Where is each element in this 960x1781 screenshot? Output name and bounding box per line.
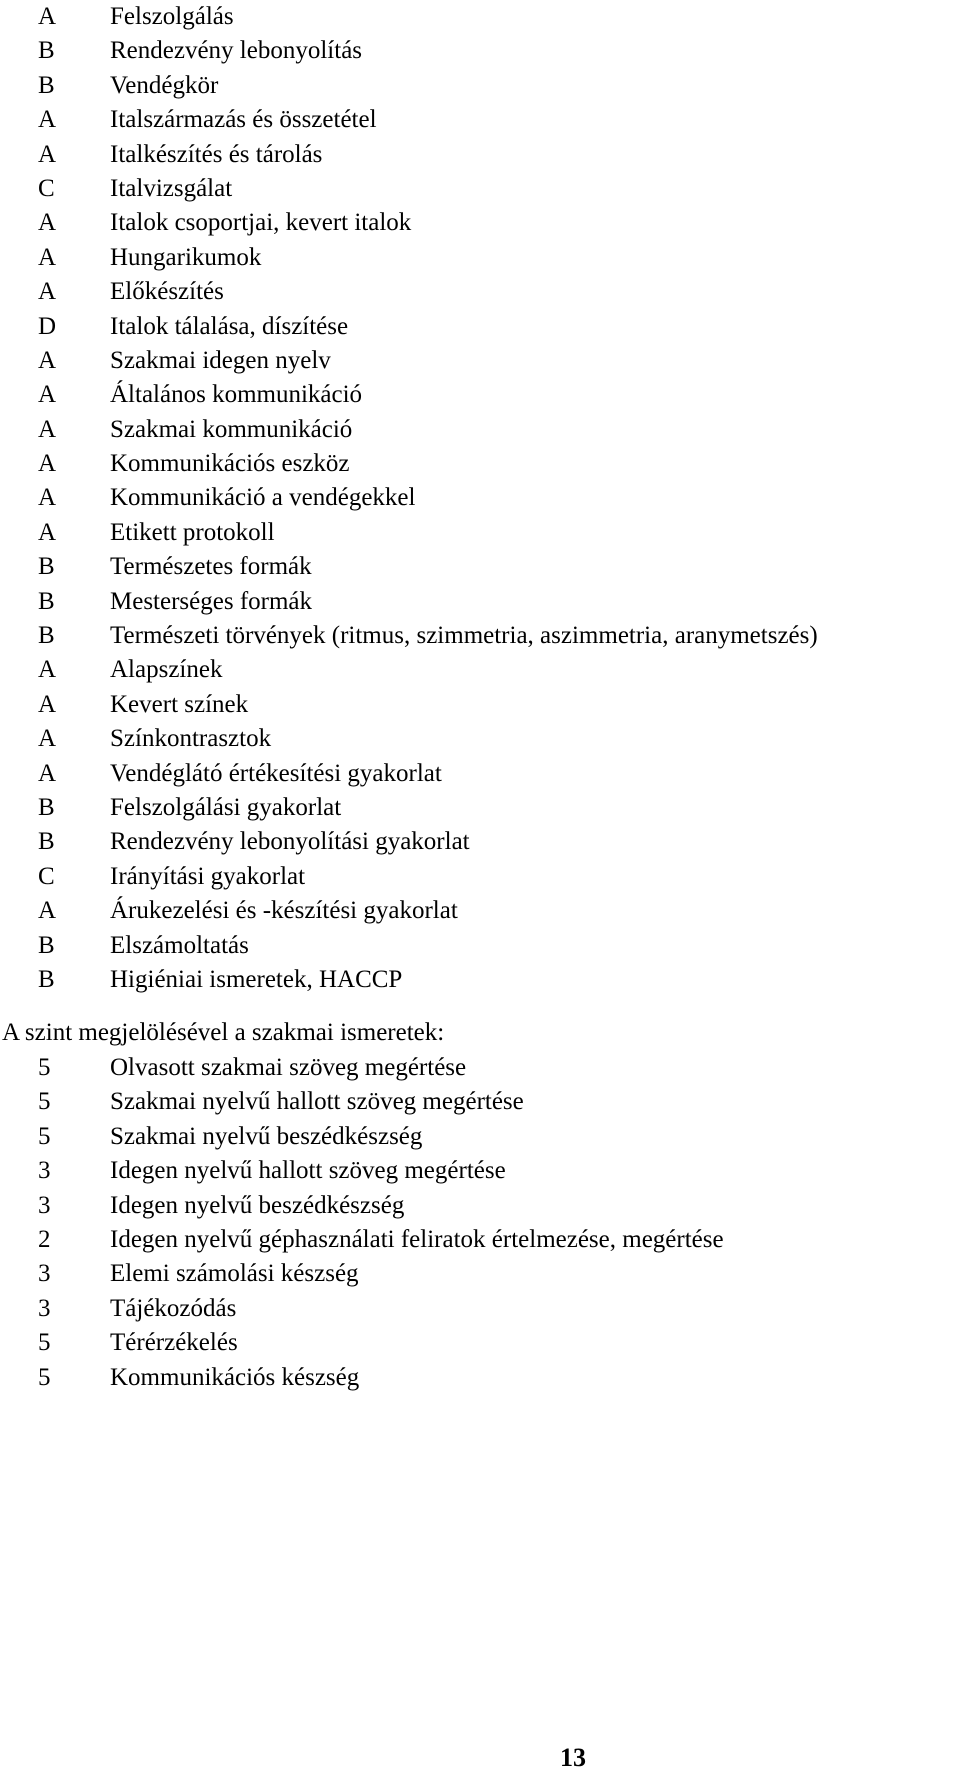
item-text: Italszármazás és összetétel [110, 106, 377, 134]
list-item [38, 894, 938, 928]
item-text: Rendezvény lebonyolítási gyakorlat [110, 828, 470, 856]
level-code: B [38, 965, 55, 993]
item-text: Kevert színek [110, 690, 249, 718]
level-number: 2 [38, 1225, 51, 1253]
list-item [38, 619, 938, 653]
list-item [38, 963, 938, 997]
list-item [38, 1120, 938, 1154]
list-item [38, 860, 938, 894]
list-item [38, 481, 938, 515]
item-text: Szakmai nyelvű beszédkészség [110, 1122, 423, 1150]
level-code: D [38, 312, 57, 340]
item-text: Higiéniai ismeretek, HACCP [110, 965, 403, 993]
list-item [38, 757, 938, 791]
level-code: A [38, 725, 57, 753]
level-number: 5 [38, 1363, 51, 1391]
level-code: B [38, 553, 55, 581]
item-text: Térérzékelés [110, 1329, 238, 1357]
list-item [38, 378, 938, 412]
list-item [38, 1223, 938, 1257]
list-item [38, 344, 938, 378]
item-text: Előkészítés [110, 278, 224, 306]
section-heading: A szint megjelölésével a szakmai ismeretek: [2, 1019, 445, 1046]
list-item [38, 550, 938, 584]
item-text: Idegen nyelvű hallott szöveg megértése [110, 1157, 506, 1185]
list-item [38, 0, 938, 34]
item-text: Mesterséges formák [110, 587, 313, 615]
list-item [38, 34, 938, 68]
level-code: B [38, 71, 55, 99]
list-item [38, 172, 938, 206]
level-code: A [38, 243, 57, 271]
list-item [38, 103, 938, 137]
item-text: Rendezvény lebonyolítás [110, 37, 363, 65]
level-code: A [38, 381, 57, 409]
item-text: Árukezelési és -készítési gyakorlat [110, 897, 458, 925]
list-item [38, 585, 938, 619]
level-number: 3 [38, 1157, 51, 1185]
level-code: A [38, 106, 57, 134]
item-text: Etikett protokoll [110, 518, 275, 546]
list-item [38, 1326, 938, 1360]
level-number: 3 [38, 1260, 51, 1288]
level-code: A [38, 140, 57, 168]
item-text: Felszolgálás [110, 3, 234, 30]
level-code: B [38, 828, 55, 856]
item-text: Italok tálalása, díszítése [110, 312, 349, 340]
level-code: B [38, 931, 55, 959]
level-code: A [38, 450, 57, 478]
item-text: Vendégkör [110, 71, 219, 99]
level-code: B [38, 793, 55, 821]
list-item [38, 653, 938, 687]
level-number: 5 [38, 1054, 51, 1081]
level-number: 5 [38, 1088, 51, 1116]
list-item [38, 825, 938, 859]
list-item [38, 275, 938, 309]
list-item [38, 1189, 938, 1223]
item-text: Elszámoltatás [110, 931, 249, 959]
level-code: B [38, 37, 55, 65]
level-code: B [38, 587, 55, 615]
level-number: 3 [38, 1294, 51, 1322]
list-item [38, 1051, 938, 1085]
level-code: A [38, 3, 57, 30]
item-text: Természeti törvények (ritmus, szimmetria, aszimmetria, aranymetszés) [110, 622, 818, 650]
item-text: Idegen nyelvű beszédkészség [110, 1191, 405, 1219]
item-text: Általános kommunikáció [110, 381, 363, 409]
level-code: A [38, 656, 57, 684]
item-text: Kommunikációs készség [110, 1363, 360, 1391]
item-text: Felszolgálási gyakorlat [110, 793, 342, 821]
list-item [38, 69, 938, 103]
level-code: C [38, 862, 55, 890]
list-item [38, 929, 938, 963]
page-number [0, 1743, 960, 1773]
skills-list [38, 1051, 938, 1395]
level-code: B [38, 622, 55, 650]
item-text: Kommunikációs eszköz [110, 450, 350, 478]
item-text: Szakmai idegen nyelv [110, 346, 331, 374]
item-text: Idegen nyelvű géphasználati feliratok értelmezése, megértése [110, 1225, 724, 1253]
item-text: Italvizsgálat [110, 174, 233, 202]
item-text: Olvasott szakmai szöveg megértése [110, 1054, 467, 1081]
level-code: A [38, 759, 57, 787]
item-text: Hungarikumok [110, 243, 262, 271]
list-item [38, 206, 938, 240]
knowledge-list [38, 0, 938, 997]
list-item [38, 1154, 938, 1188]
level-number: 3 [38, 1191, 51, 1219]
item-text: Irányítási gyakorlat [110, 862, 306, 890]
item-text: Kommunikáció a vendégekkel [110, 484, 416, 512]
level-code: A [38, 690, 57, 718]
item-text: Elemi számolási készség [110, 1260, 359, 1288]
level-code: A [38, 209, 57, 237]
item-text: Színkontrasztok [110, 725, 272, 753]
list-item [38, 413, 938, 447]
list-item [38, 1085, 938, 1119]
level-code: A [38, 346, 57, 374]
list-item [38, 310, 938, 344]
level-number: 5 [38, 1122, 51, 1150]
item-text: Italok csoportjai, kevert italok [110, 209, 412, 237]
list-item [38, 138, 938, 172]
item-text: Vendéglátó értékesítési gyakorlat [110, 759, 442, 787]
list-item [38, 688, 938, 722]
item-text: Szakmai kommunikáció [110, 415, 353, 443]
list-item [38, 722, 938, 756]
list-item [38, 1257, 938, 1291]
list-item [38, 791, 938, 825]
level-number: 5 [38, 1329, 51, 1357]
item-text: Alapszínek [110, 656, 223, 684]
item-text: Italkészítés és tárolás [110, 140, 323, 168]
item-text: Tájékozódás [110, 1294, 237, 1322]
list-item [38, 447, 938, 481]
level-code: A [38, 484, 57, 512]
list-item [38, 241, 938, 275]
level-code: A [38, 518, 57, 546]
level-code: A [38, 415, 57, 443]
list-item [38, 1361, 938, 1395]
item-text: Természetes formák [110, 553, 312, 581]
item-text: Szakmai nyelvű hallott szöveg megértése [110, 1088, 524, 1116]
list-item [38, 516, 938, 550]
list-item [38, 1292, 938, 1326]
level-code: A [38, 897, 57, 925]
page-number-text: 13 [560, 1743, 586, 1772]
level-code: C [38, 174, 55, 202]
level-code: A [38, 278, 57, 306]
